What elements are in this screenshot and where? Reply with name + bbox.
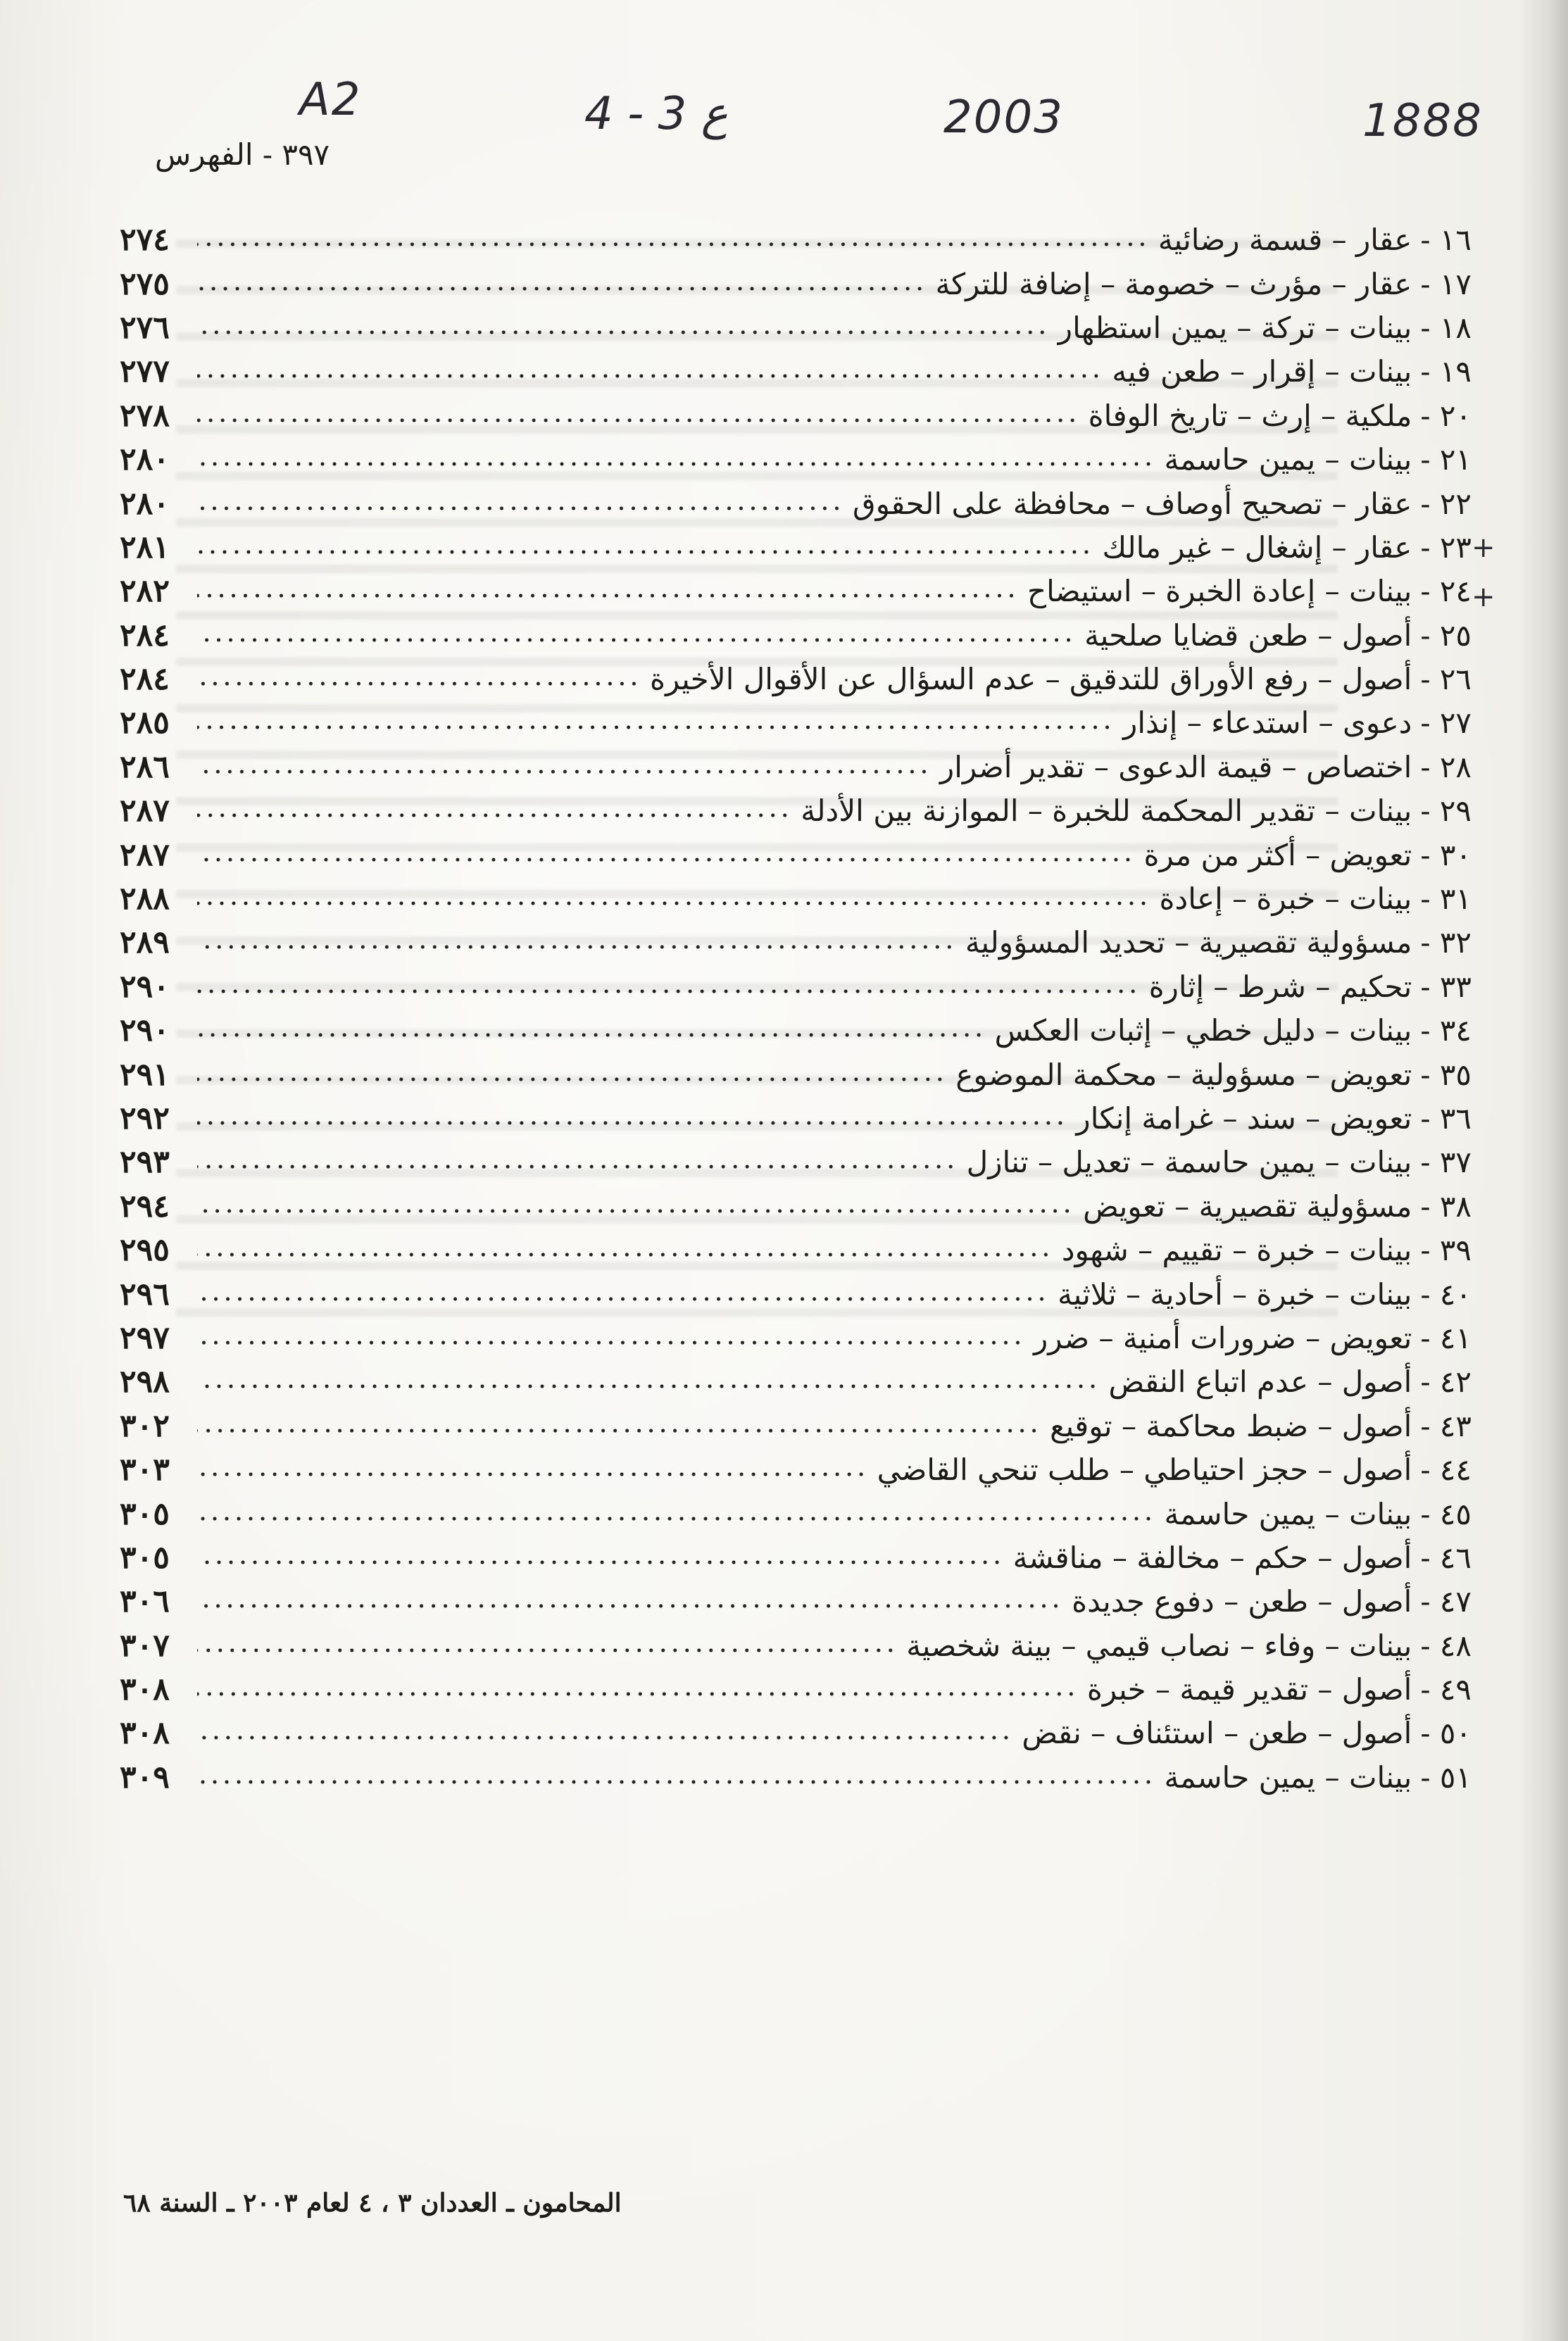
toc-entry-title: مسؤولية تقصيرية – تحديد المسؤولية — [965, 925, 1412, 960]
toc-entry-number: ٣٣ - — [1420, 969, 1472, 1004]
toc-entry — [120, 1097, 1472, 1141]
toc-entry — [120, 789, 1472, 833]
toc-entry-page: ٢٩٥ — [120, 1232, 170, 1269]
toc-entry-title: تحكيم – شرط – إثارة — [1148, 969, 1412, 1004]
toc-entry — [120, 262, 1472, 306]
toc-entry-title: بينات – خبرة – إعادة — [1159, 881, 1412, 917]
toc-entry-number: ٥١ - — [1420, 1759, 1472, 1795]
toc-entry-page: ٣٠٣ — [120, 1452, 170, 1488]
toc-entry-number: ٣٥ - — [1420, 1057, 1472, 1092]
toc-entry — [120, 1185, 1472, 1229]
toc-entry-page: ٢٨٤ — [120, 661, 170, 698]
toc-entry-number: ٣٨ - — [1420, 1188, 1472, 1224]
handwritten-number: 1888 — [1362, 95, 1483, 147]
toc-entry-page: ٢٧٨ — [120, 397, 170, 434]
toc-entry-title: أصول – طعن قضايا صلحية — [1084, 617, 1412, 653]
toc-entry-number: ٢٨ - — [1420, 749, 1472, 784]
toc-entry-page: ٣٠٥ — [120, 1539, 170, 1576]
toc-entry-page: ٣٠٧ — [120, 1627, 170, 1664]
margin-mark: + — [1472, 581, 1495, 613]
toc-entry-page: ٢٨٨ — [120, 881, 170, 917]
toc-entry-number: ٢٩ - — [1420, 793, 1472, 829]
toc-entry-page: ٢٩٦ — [120, 1276, 170, 1312]
toc-entry-number: ٢٦ - — [1420, 662, 1472, 697]
dot-leader — [197, 1031, 985, 1038]
toc-entry — [120, 1229, 1472, 1272]
toc-entry-title: بينات – تقدير المحكمة للخبرة – الموازنة بين الأدلة — [801, 793, 1412, 829]
toc-entry — [120, 658, 1472, 701]
toc-entry-title: أصول – تقدير قيمة – خبرة — [1086, 1672, 1412, 1707]
dot-leader — [197, 1251, 1052, 1258]
dot-leader — [197, 548, 1092, 556]
toc-entry-number: ٢٠ - — [1420, 398, 1472, 433]
dot-leader — [197, 417, 1079, 424]
toc-entry-title: مسؤولية تقصيرية – تعويض — [1083, 1188, 1412, 1224]
toc-entry-number: ٥٠ - — [1420, 1716, 1472, 1751]
toc-entry — [120, 1448, 1472, 1492]
toc-entry-title: أصول – حكم – مخالفة – مناقشة — [1012, 1540, 1412, 1575]
toc-entry — [120, 438, 1472, 482]
toc-entry — [120, 570, 1472, 613]
toc-entry-page: ٢٨٠ — [120, 441, 170, 478]
toc-entry — [120, 350, 1472, 394]
toc-entry — [120, 614, 1472, 658]
handwritten-a2: A2 — [299, 74, 362, 126]
toc-entry-number: ١٦ - — [1420, 222, 1472, 258]
toc-entry — [120, 218, 1472, 262]
toc-entry-page: ٣٠٥ — [120, 1495, 170, 1532]
toc-entry-page: ٢٨٤ — [120, 617, 170, 653]
dot-leader — [197, 1119, 1066, 1126]
dot-leader — [197, 812, 791, 819]
toc-entry — [120, 1009, 1472, 1053]
dot-leader — [197, 724, 1113, 731]
toc-entry-number: ٢٤ - — [1420, 574, 1472, 609]
toc-entry-number: ٢٥ - — [1420, 617, 1472, 653]
toc-entry-page: ٢٨٧ — [120, 836, 170, 873]
toc-entry-title: بينات – يمين حاسمة – تعديل – تنازل — [966, 1145, 1412, 1180]
toc-entry — [120, 701, 1472, 745]
toc-entry-title: أصول – طعن – استئناف – نقض — [1022, 1716, 1412, 1751]
toc-entry-title: بينات – إقرار – طعن فيه — [1112, 354, 1412, 389]
dot-leader — [197, 241, 1148, 248]
toc-entry — [120, 306, 1472, 350]
toc-entry-number: ٤٦ - — [1420, 1540, 1472, 1575]
toc-entry-page: ٢٩٨ — [120, 1364, 170, 1400]
toc-entry-page: ٢٨٥ — [120, 705, 170, 741]
toc-entry-page: ٢٩٧ — [120, 1319, 170, 1356]
toc-entry-page: ٣٠٨ — [120, 1715, 170, 1752]
spine-shadow — [1519, 0, 1568, 2341]
toc-entry-number: ٤١ - — [1420, 1320, 1472, 1355]
handwritten-year: 2003 — [943, 92, 1064, 144]
table-of-contents — [120, 218, 1472, 1800]
toc-entry-number: ٢٢ - — [1420, 486, 1472, 521]
page-footer: المحامون ـ العددان ٣ ، ٤ لعام ٢٠٠٣ ـ السنة ٦٨ — [123, 2188, 622, 2218]
margin-mark: + — [1472, 532, 1495, 564]
toc-entry — [120, 921, 1472, 965]
toc-entry-title: ملكية – إرث – تاريخ الوفاة — [1088, 398, 1412, 433]
toc-entry-number: ٤٣ - — [1420, 1408, 1472, 1443]
toc-entry — [120, 1141, 1472, 1184]
dot-leader — [197, 1471, 867, 1478]
toc-entry-title: بينات – يمين حاسمة — [1164, 1496, 1412, 1531]
toc-entry-title: تعويض – أكثر من مرة — [1143, 837, 1412, 872]
dot-leader — [197, 592, 1017, 599]
toc-entry — [120, 1668, 1472, 1712]
toc-entry-number: ٤٢ - — [1420, 1364, 1472, 1400]
toc-entry-page: ٢٨١ — [120, 529, 170, 565]
toc-entry-page: ٢٧٤ — [120, 222, 170, 258]
dot-leader — [197, 988, 1139, 995]
toc-entry-title: عقار – مؤرث – خصومة – إضافة للتركة — [935, 266, 1412, 301]
toc-entry-title: أصول – رفع الأوراق للتدقيق – عدم السؤال عن الأقوال الأخيرة — [649, 662, 1412, 697]
toc-entry-page: ٣٠٨ — [120, 1671, 170, 1708]
dot-leader — [197, 680, 640, 687]
toc-entry-number: ٣٠ - — [1420, 837, 1472, 872]
toc-entry-number: ٣٧ - — [1420, 1145, 1472, 1180]
toc-entry — [120, 877, 1472, 921]
toc-entry-number: ٢٧ - — [1420, 705, 1472, 741]
toc-entry — [120, 482, 1472, 525]
dot-leader — [197, 1602, 1062, 1609]
toc-entry — [120, 1317, 1472, 1360]
toc-entry — [120, 1580, 1472, 1624]
dot-leader — [197, 505, 843, 512]
handwritten-code: 4 - 3 ع — [584, 88, 728, 140]
dot-leader — [197, 1076, 946, 1083]
toc-entry-page: ٢٩٢ — [120, 1100, 170, 1136]
toc-entry-title: بينات – دليل خطي – إثبات العكس — [994, 1013, 1412, 1048]
dot-leader — [197, 1515, 1155, 1522]
dot-leader — [197, 1559, 1003, 1566]
dot-leader — [197, 1207, 1073, 1215]
dot-leader — [197, 1427, 1040, 1434]
toc-entry-title: أصول – طعن – دفوع جديدة — [1072, 1584, 1412, 1619]
toc-entry-title: عقار – قسمة رضائية — [1158, 222, 1412, 258]
dot-leader — [197, 856, 1134, 863]
dot-leader — [197, 636, 1074, 644]
toc-entry-title: بينات – يمين حاسمة — [1164, 1759, 1412, 1795]
toc-entry-number: ٤٨ - — [1420, 1628, 1472, 1663]
toc-entry-page: ٢٩٤ — [120, 1188, 170, 1224]
toc-entry-number: ٢١ - — [1420, 442, 1472, 477]
toc-entry — [120, 1272, 1472, 1316]
toc-entry-title: بينات – خبرة – تقييم – شهود — [1061, 1233, 1412, 1268]
toc-entry-title: اختصاص – قيمة الدعوى – تقدير أضرار — [939, 749, 1412, 784]
toc-entry-page: ٢٩٠ — [120, 968, 170, 1005]
toc-entry — [120, 394, 1472, 438]
toc-entry-page: ٢٩٣ — [120, 1144, 170, 1181]
dot-leader — [197, 1647, 896, 1654]
dot-leader — [197, 1295, 1048, 1303]
toc-entry — [120, 526, 1472, 570]
toc-entry-number: ٤٤ - — [1420, 1452, 1472, 1488]
toc-entry-title: تعويض – ضرورات أمنية – ضرر — [1034, 1320, 1412, 1355]
toc-entry-number: ٤٥ - — [1420, 1496, 1472, 1531]
dot-leader — [197, 1778, 1155, 1785]
toc-entry — [120, 1536, 1472, 1580]
toc-entry — [120, 1405, 1472, 1448]
dot-leader — [197, 285, 926, 292]
toc-entry-title: تعويض – سند – غرامة إنكار — [1076, 1101, 1412, 1136]
toc-entry-number: ٣١ - — [1420, 881, 1472, 917]
toc-entry — [120, 746, 1472, 789]
toc-entry-number: ١٧ - — [1420, 266, 1472, 301]
toc-entry-title: أصول – عدم اتباع النقض — [1108, 1364, 1412, 1400]
toc-entry-number: ٤٠ - — [1420, 1276, 1472, 1312]
running-head: ٣٩٧ - الفهرس — [155, 137, 330, 172]
toc-entry-page: ٢٧٦ — [120, 309, 170, 346]
toc-entry-page: ٢٩١ — [120, 1056, 170, 1093]
dot-leader — [197, 943, 955, 950]
toc-entry — [120, 1360, 1472, 1404]
toc-entry-page: ٢٧٧ — [120, 353, 170, 390]
toc-entry-title: دعوى – استدعاء – إنذار — [1123, 705, 1412, 741]
toc-entry-number: ٣٤ - — [1420, 1013, 1472, 1048]
dot-leader — [197, 1339, 1024, 1346]
toc-entry — [120, 1053, 1472, 1096]
toc-entry-page: ٣٠٩ — [120, 1759, 170, 1795]
toc-entry-number: ٣٦ - — [1420, 1101, 1472, 1136]
toc-entry — [120, 1624, 1472, 1668]
toc-entry-number: ٣٢ - — [1420, 925, 1472, 960]
toc-entry — [120, 1712, 1472, 1755]
toc-entry-title: بينات – خبرة – أحادية – ثلاثية — [1058, 1276, 1412, 1312]
dot-leader — [197, 460, 1155, 467]
dot-leader — [197, 1383, 1099, 1390]
toc-entry — [120, 1492, 1472, 1536]
toc-entry — [120, 833, 1472, 877]
toc-entry-number: ٤٩ - — [1420, 1672, 1472, 1707]
toc-entry-number: ٤٧ - — [1420, 1584, 1472, 1619]
toc-entry-title: بينات – تركة – يمين استظهار — [1058, 310, 1412, 345]
toc-entry — [120, 965, 1472, 1009]
dot-leader — [197, 372, 1102, 379]
toc-entry-number: ٣٩ - — [1420, 1233, 1472, 1268]
toc-entry-title: عقار – إشغال – غير مالك — [1102, 529, 1412, 565]
dot-leader — [197, 900, 1150, 907]
toc-entry-page: ٢٨٩ — [120, 924, 170, 961]
toc-entry-page: ٣٠٦ — [120, 1583, 170, 1620]
dot-leader — [197, 1163, 957, 1170]
toc-entry-title: أصول – ضبط محاكمة – توقيع — [1050, 1408, 1412, 1443]
toc-entry-title: بينات – وفاء – نصاب قيمي – بينة شخصية — [906, 1628, 1412, 1663]
toc-entry-number: ١٨ - — [1420, 310, 1472, 345]
toc-entry-page: ٢٨٠ — [120, 485, 170, 522]
toc-entry-title: بينات – يمين حاسمة — [1164, 442, 1412, 477]
toc-entry-title: تعويض – مسؤولية – محكمة الموضوع — [955, 1057, 1412, 1092]
toc-entry-number: ١٩ - — [1420, 354, 1472, 389]
toc-entry-page: ٢٨٦ — [120, 748, 170, 785]
toc-entry-title: أصول – حجز احتياطي – طلب تنحي القاضي — [877, 1452, 1412, 1488]
toc-entry-page: ٢٧٥ — [120, 265, 170, 302]
toc-entry-page: ٢٩٠ — [120, 1012, 170, 1049]
toc-entry-page: ٢٨٢ — [120, 573, 170, 610]
toc-entry-number: ٢٣ - — [1420, 529, 1472, 565]
dot-leader — [197, 1690, 1077, 1697]
toc-entry-page: ٢٨٧ — [120, 793, 170, 829]
toc-entry — [120, 1756, 1472, 1800]
toc-entry-title: عقار – تصحيح أوصاف – محافظة على الحقوق — [852, 486, 1412, 521]
toc-entry-page: ٣٠٢ — [120, 1407, 170, 1444]
dot-leader — [197, 768, 930, 775]
dot-leader — [197, 329, 1048, 336]
toc-entry-title: بينات – إعادة الخبرة – استيضاح — [1027, 574, 1412, 609]
dot-leader — [197, 1734, 1012, 1741]
